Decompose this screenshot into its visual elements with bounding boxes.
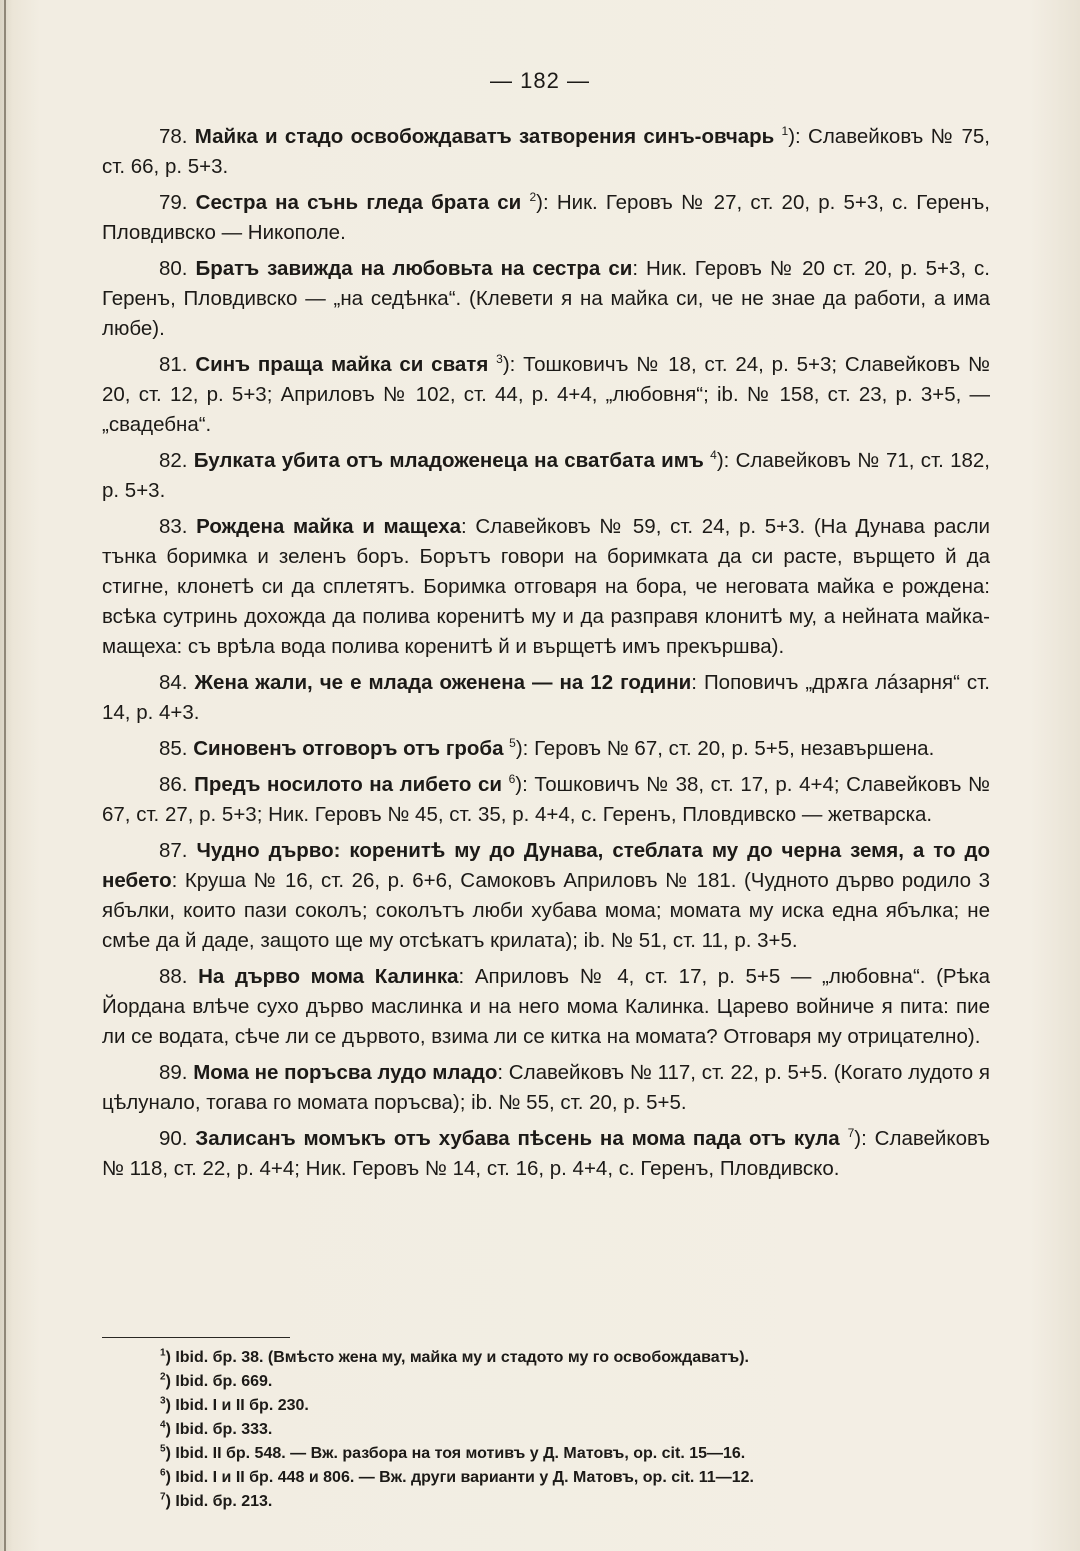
entry-body: ): Тошковичъ № 18, ст. 24, р. 5+3; Славейковъ № 20, ст. 12, р. 5+3; Априловъ № 102, ст. 44, р. 4+4, „любовня“; ib. № 158, ст. 23, р. 3+5, — „свадебна“. xyxy=(102,353,990,436)
footnote-ref: 5 xyxy=(509,736,516,751)
entries-list xyxy=(102,122,990,1190)
entry-85 xyxy=(102,734,990,764)
footnote-1 xyxy=(160,1346,990,1369)
footnote-5 xyxy=(160,1442,990,1465)
entry-body: : Славейковъ № 117, ст. 22, р. 5+5. (Когато лудото я цѣлунало, тогава го момата поръсва); ib. № 55, ст. 20, р. 5+5. xyxy=(102,1061,991,1114)
entry-number: 86. xyxy=(159,773,188,796)
entry-78 xyxy=(102,122,990,182)
entry-body: : Ник. Геровъ № 20 ст. 20, р. 5+3, с. Геренъ, Пловдивско — „на седѣнка“. (Клевети я на майка си, че не знае да работи, а има любе). xyxy=(102,257,990,340)
entry-88 xyxy=(102,962,990,1052)
entry-title: Булката убита отъ младоженеца на сватбата имъ xyxy=(193,449,704,472)
entry-number: 87. xyxy=(159,839,188,862)
entry-body: ): Славейковъ № 75, ст. 66, р. 5+3. xyxy=(102,125,990,178)
entry-title: Жена жали, че е млада оженена — на 12 години xyxy=(194,671,692,694)
footnote-text: ) Ibid. бр. 333. xyxy=(165,1421,273,1438)
footnote-mark: 1 xyxy=(160,1347,166,1359)
entry-90 xyxy=(102,1124,990,1184)
entry-body: ): Геровъ № 67, ст. 20, р. 5+5, незавършена. xyxy=(515,737,935,760)
entry-number: 80. xyxy=(159,257,188,280)
entry-body: ): Тошковичъ № 38, ст. 17, р. 4+4; Славейковъ № 67, ст. 27, р. 5+3; Ник. Геровъ № 45, ст. 35, р. 4+4, с. Геренъ, Пловдивско — жетварска. xyxy=(102,773,991,826)
footnote-text: ) Ibid. I и II бр. 448 и 806. — Вж. други варианти у Д. Матовъ, op. cit. 11—12. xyxy=(165,1469,754,1486)
entry-title: Братъ завижда на любовьта на сестра си xyxy=(195,257,633,280)
footnote-2 xyxy=(160,1370,990,1393)
footnote-mark: 3 xyxy=(160,1395,166,1407)
entry-body: : Славейковъ № 59, ст. 24, р. 5+3. (На Дунава расли тънка боримка и зеленъ боръ. Борътъ говори на боримката да си расте, върщето й да стигне, клонетѣ си да сплетятъ. Боримка отговаря на бора, че неговата майка е рождена: всѣка сутринь дохожда да полива коренитѣ му и да разправя клонитѣ му, а нейната майка-мащеха: съ врѣла вода полива коренитѣ й и върщетѣ имъ прекършва). xyxy=(102,515,991,658)
footnote-ref: 1 xyxy=(781,124,789,139)
entry-79 xyxy=(102,188,990,248)
entry-number: 88. xyxy=(159,965,188,988)
footnote-mark: 2 xyxy=(160,1371,166,1383)
entry-80 xyxy=(102,254,990,344)
footnote-text: ) Ibid. бр. 213. xyxy=(165,1493,273,1510)
footnote-ref: 4 xyxy=(710,448,717,463)
entry-83 xyxy=(102,512,990,662)
entry-89 xyxy=(102,1058,990,1118)
entry-body: : Круша № 16, ст. 26, р. 6+6, Самоковъ Априловъ № 181. (Чудното дърво родило 3 ябълки, които пази соколъ; соколътъ люби хубава мома; момата му иска една ябълка; не смѣе да й даде, защото ще му отсѣкатъ крилата); ib. № 51, ст. 11, р. 3+5. xyxy=(102,869,990,952)
entry-title: На дърво мома Калинка xyxy=(198,965,459,988)
entry-82 xyxy=(102,446,990,506)
binding-line xyxy=(4,0,6,1551)
entry-number: 85. xyxy=(159,737,188,760)
footnote-3 xyxy=(160,1394,990,1417)
footnote-mark: 4 xyxy=(160,1419,166,1431)
entry-number: 83. xyxy=(159,515,188,538)
entry-84 xyxy=(102,668,990,728)
entry-87 xyxy=(102,836,990,956)
entry-number: 81. xyxy=(159,353,188,376)
footnote-ref: 3 xyxy=(496,352,503,367)
footnote-ref: 6 xyxy=(508,772,516,787)
entry-title: Сестра на сънь гледа брата си xyxy=(195,191,522,214)
entry-title: Синовенъ отговоръ отъ гроба xyxy=(193,737,504,760)
footnote-text: ) Ibid. II бр. 548. — Вж. разбора на тоя мотивъ у Д. Матовъ, op. cit. 15—16. xyxy=(165,1445,746,1462)
entry-title: Чудно дърво: коренитѣ му до Дунава, стеблата му до черна земя, а то до небето xyxy=(102,839,990,892)
footnote-mark: 7 xyxy=(160,1491,166,1503)
entry-body: ): Славейковъ № 71, ст. 182, р. 5+3. xyxy=(102,449,990,502)
footnote-text: ) Ibid. бр. 38. (Вмѣсто жена му, майка му и стадото му го освобождаватъ). xyxy=(165,1349,749,1366)
footnote-ref: 7 xyxy=(847,1126,855,1141)
entry-body: : Поповичъ „дрѫга лáзарня“ ст. 14, р. 4+3. xyxy=(102,671,990,724)
footnote-7 xyxy=(160,1490,990,1513)
entry-body: ): Славейковъ № 118, ст. 22, р. 4+4; Ник. Геровъ № 14, ст. 16, р. 4+4, с. Геренъ, Пловдивско. xyxy=(102,1127,990,1180)
entry-number: 90. xyxy=(159,1127,188,1150)
entry-title: Предъ носилото на либето си xyxy=(194,773,502,796)
page-number: — 182 — xyxy=(490,68,590,93)
entry-number: 79. xyxy=(159,191,188,214)
entry-title: Залисанъ момъкъ отъ хубава пѣсень на мома пада отъ кула xyxy=(195,1127,840,1150)
entry-number: 89. xyxy=(159,1061,188,1084)
footnotes xyxy=(160,1346,990,1514)
footnote-mark: 6 xyxy=(160,1467,166,1479)
footnote-4 xyxy=(160,1418,990,1441)
entry-number: 82. xyxy=(159,449,188,472)
entry-86 xyxy=(102,770,990,830)
footnote-mark: 5 xyxy=(160,1443,166,1455)
entry-body: ): Ник. Геровъ № 27, ст. 20, р. 5+3, с. Геренъ, Пловдивско — Никополе. xyxy=(102,191,990,244)
footnote-text: ) Ibid. I и II бр. 230. xyxy=(165,1397,309,1414)
footnote-divider xyxy=(102,1337,290,1338)
entry-title: Синъ праща майка си сватя xyxy=(195,353,489,376)
footnote-ref: 2 xyxy=(529,190,537,205)
entry-title: Мома не поръсва лудо младо xyxy=(193,1061,498,1084)
entry-body: : Априловъ № 4, ст. 17, р. 5+5 — „любовна“. (Рѣка Йордана влѣче сухо дърво маслинка и на него мома Калинка. Царево войниче я пита: пие ли се водата, сѣче ли се дървото, взима ли се китка на момата? Отговаря му отрицателно). xyxy=(102,965,990,1048)
entry-title: Рождена майка и мащеха xyxy=(196,515,461,538)
entry-number: 78. xyxy=(159,125,188,148)
entry-title: Майка и стадо освобождаватъ затворения синъ-овчарь xyxy=(194,125,775,148)
entry-number: 84. xyxy=(159,671,188,694)
entry-81 xyxy=(102,350,990,440)
footnote-text: ) Ibid. бр. 669. xyxy=(165,1373,273,1390)
footnote-6 xyxy=(160,1466,990,1489)
